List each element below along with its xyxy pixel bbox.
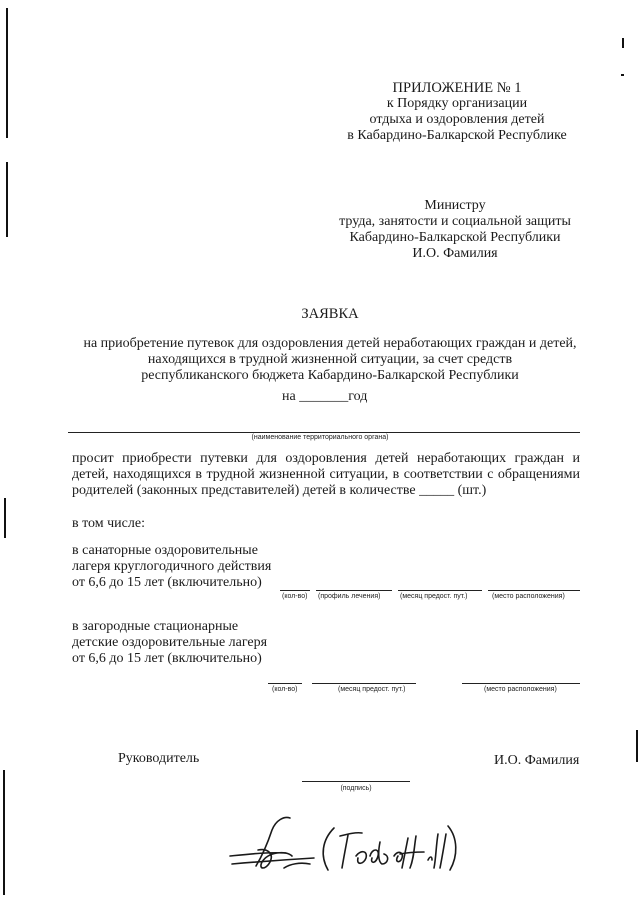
section2-caption-month: (месяц предост. пут.): [338, 686, 406, 693]
handwritten-note-text: Тебеев Н.И.: [210, 812, 216, 813]
year-line: [282, 389, 367, 405]
year-blank: _______: [299, 389, 349, 404]
appendix-line-3: отдыха и оздоровления детей: [369, 112, 545, 127]
section1-line-3: от 6,6 до 15 лет (включительно): [72, 575, 262, 590]
organ-name-line: [68, 432, 580, 433]
section1-caption-qty: (кол-во): [282, 593, 308, 600]
section2-caption-place: (место расположения): [484, 686, 557, 693]
section1-place-line: [488, 590, 580, 591]
scan-mark-left-top: [6, 8, 8, 138]
scan-mark-left-bottom: [3, 770, 5, 895]
section1-qty-line: [280, 590, 310, 591]
section2-line-2: детские оздоровительные лагеря: [72, 635, 268, 650]
head-name: И.О. Фамилия: [494, 753, 580, 768]
request-line-2: детей, находящихся в трудной жизненной ситуации, в соответствии с обращениями: [72, 467, 580, 482]
scan-mark-right: [636, 730, 638, 762]
title-line-3: республиканского бюджета Кабардино-Балкарской Республики: [141, 368, 519, 383]
section2-caption-qty: (кол-во): [272, 686, 298, 693]
scan-mark-left-mid: [6, 162, 8, 237]
section2-qty-line: [268, 683, 302, 684]
year-prefix: на: [282, 389, 296, 404]
appendix-title: ПРИЛОЖЕНИЕ № 1: [392, 80, 522, 96]
section1-profile-line: [316, 590, 392, 591]
section2-place-line: [462, 683, 580, 684]
appendix-block: [320, 80, 594, 144]
handwritten-signature: [210, 812, 460, 882]
addressee-line-4: И.О. Фамилия: [412, 246, 498, 261]
scan-speck-right-top: [622, 38, 624, 48]
head-label: Руководитель: [118, 751, 200, 766]
appendix-line-2: к Порядку организации: [386, 96, 528, 111]
organ-caption: (наименование территориального органа): [251, 434, 389, 441]
section1-text: [72, 543, 292, 591]
including-label: в том числе:: [72, 516, 145, 531]
addressee-line-2: труда, занятости и социальной защиты: [339, 214, 571, 229]
section1-caption-month: (месяц предост. пут.): [400, 593, 468, 600]
section2-line-1: в загородные стационарные: [72, 619, 239, 634]
year-suffix: год: [348, 389, 368, 404]
request-line-3: родителей (законных представителей) детей в количестве _____ (шт.): [72, 483, 487, 498]
title-line-2: находящихся в трудной жизненной ситуации, за счет средств: [147, 352, 513, 367]
section2-month-line: [312, 683, 416, 684]
addressee-line-1: Министру: [424, 198, 486, 213]
signature-line: [302, 781, 410, 782]
section2-line-3: от 6,6 до 15 лет (включительно): [72, 651, 262, 666]
appendix-line-4: в Кабардино-Балкарской Республике: [347, 128, 567, 143]
title-line-1: на приобретение путевок для оздоровления детей неработающих граждан и детей,: [83, 336, 577, 351]
section1-month-line: [398, 590, 482, 591]
section1-caption-profile: (профиль лечения): [318, 593, 381, 600]
request-paragraph: [72, 451, 580, 499]
section1-caption-place: (место расположения): [492, 593, 565, 600]
request-line-1: просит приобрести путевки для оздоровления детей неработающих граждан и: [72, 451, 580, 466]
scan-speck-right-top2: [621, 74, 624, 76]
section1-line-1: в санаторные оздоровительные: [72, 543, 258, 558]
signature-caption: (подпись): [340, 785, 372, 792]
document-heading: ЗАЯВКА: [301, 306, 359, 322]
section2-text: [72, 619, 292, 667]
title-block: [40, 336, 620, 384]
scan-mark-left-low: [4, 498, 6, 538]
addressee-line-3: Кабардино-Балкарской Республики: [349, 230, 561, 245]
addressee-block: [320, 198, 590, 262]
section1-line-2: лагеря круглогодичного действия: [72, 559, 272, 574]
